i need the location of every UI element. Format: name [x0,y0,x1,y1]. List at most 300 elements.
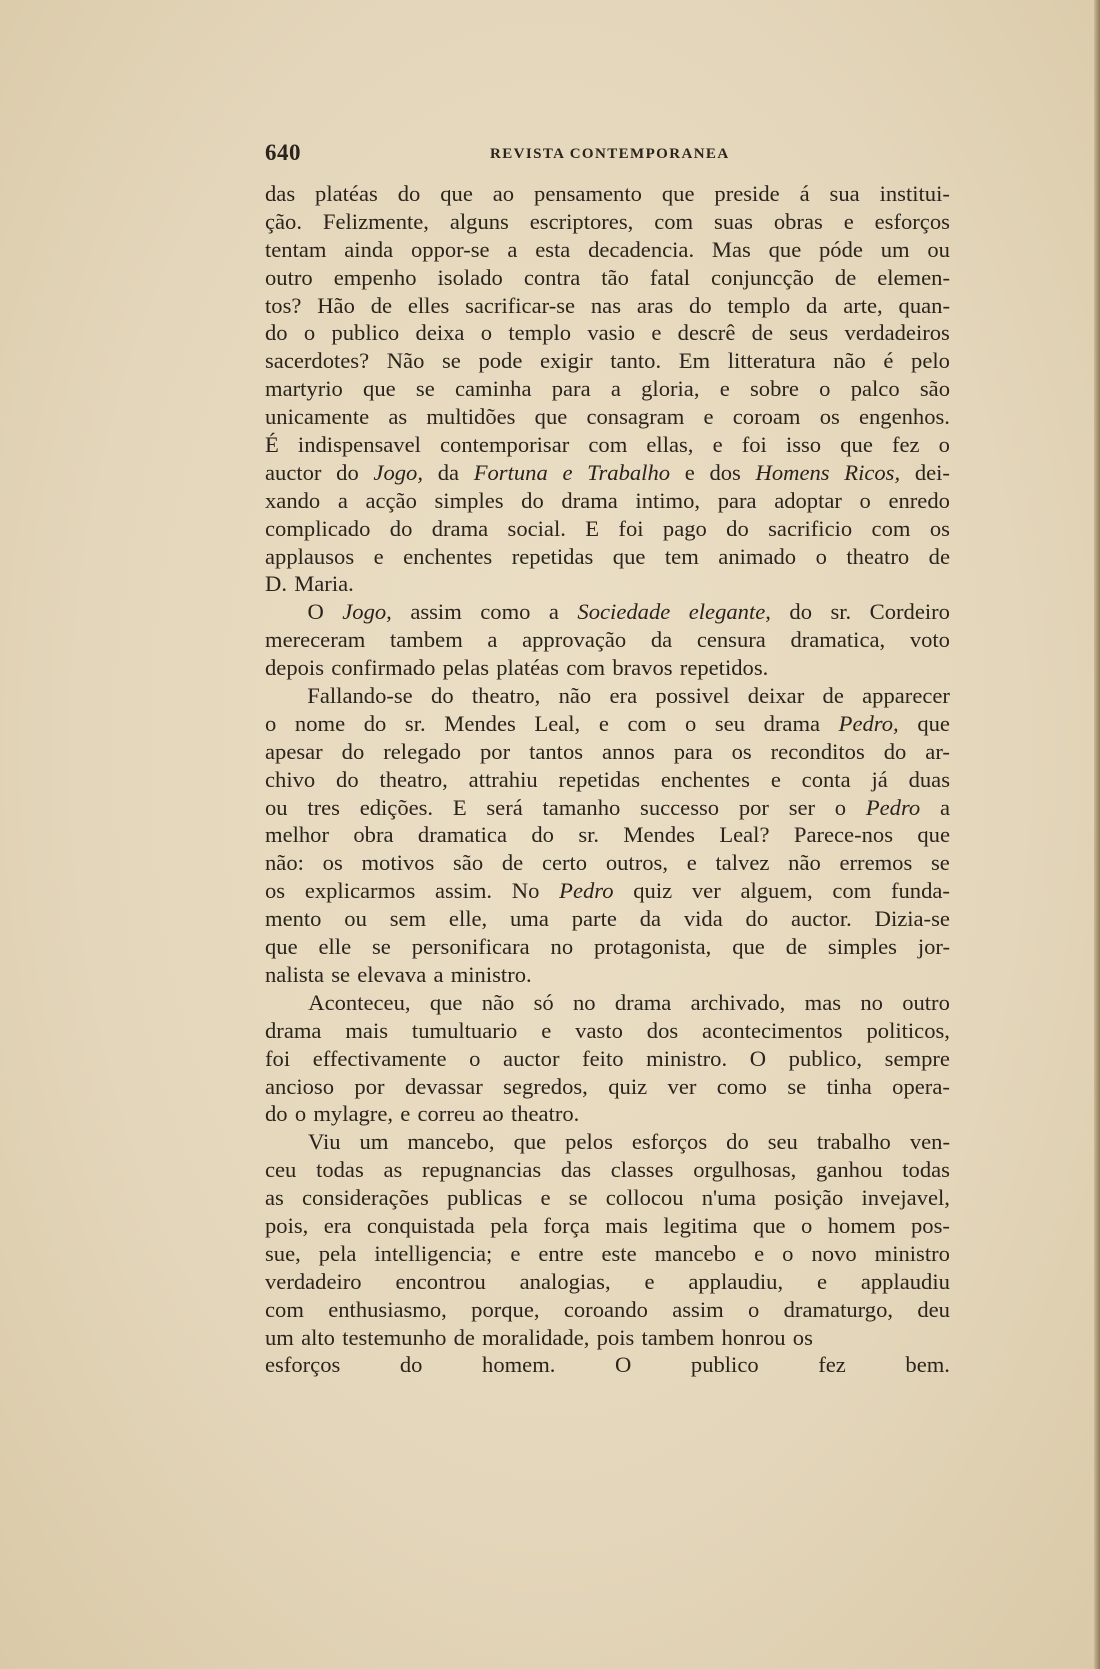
word: enthusiasmo, [328,1296,447,1322]
word: e [703,404,714,430]
word: Viu [307,1129,341,1155]
word: deixar [747,683,805,709]
word: ainda [344,236,394,262]
word: como [480,599,531,625]
word: archivado, [690,989,786,1015]
word: Mas [711,236,751,262]
word: tão [601,264,629,290]
word: Mendes [444,710,516,736]
word: analogias, [519,1268,611,1294]
word: applausos [265,543,355,569]
word: institui- [879,181,950,206]
word: animado [718,543,797,569]
word: que [768,236,802,262]
text-line [265,403,950,431]
text-line [265,849,950,877]
word: simples [434,487,504,513]
word: arte, [843,292,883,318]
text-line [265,710,950,738]
word: do [397,181,421,206]
word: theatro [846,543,910,569]
word: das [265,181,296,206]
word: sua [829,181,860,206]
word: legitima [663,1212,738,1238]
word: drama [431,515,489,541]
text-line [265,459,950,487]
word: verdadeiros [844,320,950,346]
word: isolado [437,264,503,290]
text-line [265,543,950,571]
word: porque, [471,1296,540,1322]
word: se [568,1185,588,1211]
word: isso [785,432,822,458]
word: relegado [383,738,462,764]
word: pode [478,348,523,374]
word: pelos [565,1129,613,1155]
word: pelo [911,348,950,374]
text-line [265,1156,950,1184]
word: possivel [655,683,730,709]
word: apesar [265,738,323,764]
word: Ricos, [844,459,901,485]
word: do [336,766,359,792]
word: unicamente [265,404,370,430]
word: pois [596,1324,635,1350]
word: ao [492,181,515,206]
word: do [341,738,365,764]
word: do [531,822,554,848]
text-line [265,208,950,236]
word: são [919,376,950,402]
word: depois [265,655,324,681]
word: gloria, [641,376,700,402]
word: alto [301,1324,335,1350]
word: do [726,1129,749,1155]
word: o [265,710,277,736]
word: esforços [631,1129,708,1155]
word: posição [774,1185,844,1211]
word: que [265,934,298,960]
word: se [372,934,391,960]
word: descrê [677,320,736,346]
word: ceu [265,1157,297,1183]
word: vida [683,906,723,932]
word: tem [664,543,699,569]
word: pela [490,1212,528,1238]
text-line [265,626,950,654]
word: mereceram [265,627,366,653]
word: voto [909,627,950,653]
word: escriptores, [529,208,634,234]
word: do [265,320,288,346]
word: opera- [892,1073,950,1099]
text-line [265,682,950,710]
word: simples [827,934,897,960]
word: uma [510,906,549,932]
word: no [860,989,883,1015]
paragraph-indent [265,682,289,710]
word: empenho [333,264,417,290]
word: Pedro [865,794,921,820]
word: social. [507,515,566,541]
word: Felizmente, [322,208,429,234]
word: elemen- [877,264,950,290]
word: publico, [788,1045,863,1071]
word: do [389,515,413,541]
word: litteratura [727,348,816,374]
word: com [871,515,911,541]
word: e [719,376,730,402]
text-line [265,1351,950,1379]
word: do [789,599,812,625]
text-line [265,570,950,598]
word: conta [801,766,851,792]
word: que [661,181,695,206]
text-line [265,766,950,794]
word: parte [571,906,617,932]
word: tanto. [610,348,662,374]
word: esta [535,236,571,262]
word: intimo, [635,487,701,513]
word: deu [917,1296,950,1322]
word: Aconteceu, [308,989,411,1015]
word: contemporisar [440,432,570,458]
word: confirmado [331,655,436,681]
word: por [354,1073,385,1099]
word: todas [902,1157,950,1183]
text-line [265,319,950,347]
word: os [731,738,752,764]
word: O [749,1045,767,1071]
word: conquistada [366,1212,475,1238]
word: effectivamente [312,1045,447,1071]
word: tentam [265,236,327,262]
word: auctor. [790,906,852,932]
word: do [745,906,769,932]
word: os [792,1324,813,1350]
text-line [265,821,950,849]
word: repetidos. [679,655,769,681]
word: com [627,710,667,736]
word: homem [827,1212,896,1238]
word: oppor-se [410,236,490,262]
word: honrou [721,1324,786,1350]
word: suas [714,208,753,234]
word: de [928,543,950,569]
word: theatro. [510,1101,580,1127]
word: acontecimentos [702,1017,843,1043]
word: outros, [605,850,668,876]
word: e [770,766,781,792]
word: o [834,794,847,820]
word: collocou [605,1185,684,1211]
text-line [265,1268,950,1296]
word: sacrificar-se [465,292,576,318]
word: da [639,906,662,932]
word: nalista [265,961,324,987]
word: complicado [265,515,371,541]
word: mais [345,1017,389,1043]
word: tantos [529,738,584,764]
word: ministro. [450,961,532,987]
word: jor- [917,934,950,960]
word: certo [541,850,588,876]
word: acção [365,487,417,513]
word: que [840,432,873,458]
text-line [265,292,950,320]
word: edições. [359,794,434,820]
word: Cordeiro [869,599,950,625]
word: com [654,208,694,234]
word: que [534,404,568,430]
word: para [717,487,757,513]
word: ven- [909,1129,950,1155]
word: um [359,1129,389,1155]
word: engenhos. [858,404,950,430]
word: ellas, [646,432,694,458]
word: devassar [404,1073,483,1099]
word: Sociedade [577,599,671,625]
word: para [673,738,713,764]
text-line [265,236,950,264]
text-line [265,1100,950,1128]
word: de [751,320,773,346]
text-line [265,515,950,543]
word: drama [614,989,672,1015]
word: o [800,1212,813,1238]
word: publico [690,1352,759,1378]
word: e [816,1268,827,1294]
word: attrahiu [468,766,538,792]
text-line [265,1045,950,1073]
word: melhor [265,822,329,848]
word: entre [538,1240,584,1266]
word: e [540,1185,551,1211]
body-text [265,180,950,1379]
word: enchentes [660,766,750,792]
text-line [265,375,950,403]
word: do [363,710,387,736]
text-line [265,180,950,208]
word: a [337,487,348,513]
word: outro [265,264,313,290]
text-line [265,1184,950,1212]
word: o [815,543,827,569]
word: esforços [265,1352,341,1378]
word: força [543,1212,590,1238]
word: erremos [839,850,913,876]
word: caminha [454,376,532,402]
word: deixa [415,320,465,346]
word: a [610,376,621,402]
word: e [400,1101,411,1127]
word: e [754,1240,765,1266]
word: fez [891,432,920,458]
word: sr. [578,822,600,848]
word: Fallando-se [307,683,413,709]
word: Pedro, [838,710,899,736]
word: á [799,181,810,206]
word: trabalho [816,1129,891,1155]
word: pois, [265,1212,309,1238]
word: Hão [317,292,355,318]
word: o [303,320,316,346]
word: Pedro [559,878,614,904]
word: É [265,432,279,458]
text-line [265,989,950,1017]
word: o [480,320,493,346]
word: elevava [357,961,427,987]
word: elegante, [688,599,771,625]
page-number: 640 [265,140,301,165]
word: enchentes [403,543,493,569]
word: tos? [265,292,302,318]
word: successo [640,794,720,820]
word: de [785,934,808,960]
word: assim. [434,878,493,904]
word: preside [714,181,780,206]
word: verdadeiro [265,1268,362,1294]
paragraph-indent [265,989,289,1017]
word: as [383,1157,403,1183]
word: Dizia-se [874,906,950,932]
word: xando [265,487,321,513]
word: se [787,1073,807,1099]
word: adoptar [774,487,842,513]
word: tambem [641,1324,715,1350]
word: não [788,850,821,876]
word: explicarmos [304,878,416,904]
word: politicos, [866,1017,950,1043]
paragraph-indent [265,1128,289,1156]
word: é [883,348,894,374]
text-line [265,487,950,515]
word: funda- [890,878,950,904]
word: um [265,1324,294,1350]
word: a [487,627,498,653]
text-line [265,1240,950,1268]
word: esforços [874,208,950,234]
word: moralidade, [482,1324,590,1350]
word: elles [407,292,450,318]
text-line [265,1212,950,1240]
word: correu [417,1101,476,1127]
word: tinha [826,1073,872,1099]
word: e [651,320,662,346]
word: theatro, [471,683,541,709]
word: Homens [755,459,830,485]
word: com [265,1296,304,1322]
word: os [819,404,840,430]
text-line [265,1324,950,1352]
word: sacrificio [768,515,853,541]
word: a [433,961,444,987]
word: Mendes [623,822,695,848]
word: Em [678,348,711,374]
word: exigir [539,348,593,374]
word: approvação [522,627,627,653]
word: um [880,236,910,262]
word: se [442,348,461,374]
word: Não [386,348,425,374]
word: dramatica, [790,627,886,653]
word: que [440,181,473,206]
word: ver [667,1073,697,1099]
word: vasio [587,320,636,346]
word: de [822,683,844,709]
word: o [938,432,950,458]
word: seus [789,320,829,346]
word: consagram [586,404,685,430]
word: da [806,292,828,318]
word: mas [804,989,842,1015]
word: tres [307,794,340,820]
word: este [601,1240,637,1266]
text-line [265,1296,950,1324]
word: invejavel, [861,1185,950,1211]
word: com [588,432,628,458]
word: se [415,376,435,402]
word: feito [582,1045,624,1071]
word: foi [741,432,767,458]
word: as [265,1185,284,1211]
word: os [265,878,286,904]
word: e [686,850,697,876]
word: não: [265,850,304,876]
word: Trabalho [587,459,671,485]
word: os [929,515,950,541]
word: e [373,543,384,569]
word: pelas [442,655,490,681]
word: da [650,627,673,653]
word: Parece-nos [793,822,893,848]
word: ministro [874,1240,950,1266]
word: sr. [404,710,426,736]
word: que [917,822,950,848]
word: sacerdotes? [265,348,370,374]
word: apparecer [862,683,950,709]
word: contra [523,264,581,290]
text-line [265,598,950,626]
word: de [453,1324,475,1350]
word: assim [410,599,462,625]
word: bem. [905,1352,950,1378]
word: platéas [315,181,378,206]
word: do [883,738,907,764]
word: decadencia. [588,236,695,262]
word: E [585,515,600,541]
word: pensamento [534,181,642,206]
word: e [644,1268,655,1294]
word: D. [265,571,287,597]
word: multidões [426,404,516,430]
word: de [834,264,857,290]
word: sobre [749,376,799,402]
word: talvez [715,850,770,876]
word: do [689,292,712,318]
word: se [931,850,950,876]
word: No [511,878,540,904]
word: Jogo, [373,459,423,485]
word: applaudiu, [688,1268,784,1294]
word: repugnancias [422,1157,542,1183]
word: quiz [633,878,673,904]
word: seu [767,1129,798,1155]
word: publico [331,320,400,346]
word: dos [709,459,741,485]
word: e [843,208,854,234]
word: censura [696,627,766,653]
